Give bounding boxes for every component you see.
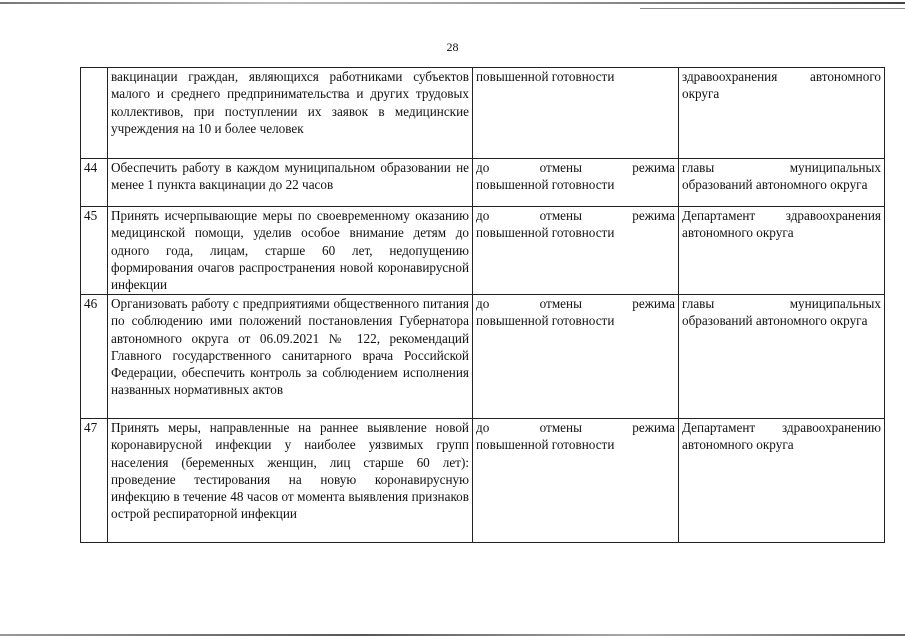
deadline-line-1: до отмены режима (476, 296, 675, 311)
responsible-text: здравоохранения автономного округа (679, 68, 885, 159)
deadline-line-1: до отмены режима (476, 420, 675, 435)
scan-edge-top-secondary (640, 8, 905, 9)
deadline-line-2: повышенной готовности (476, 177, 615, 193)
action-text: Обеспечить работу в каждом муниципальном образовании не менее 1 пункта вакцинации до 22 часов (108, 159, 473, 207)
table-row (81, 295, 885, 419)
deadline-line-2: повышенной готовности (476, 437, 615, 453)
responsible-text: главы муниципальных образований автономного округа (679, 159, 885, 207)
scan-edge-top (0, 2, 905, 4)
table-row (81, 419, 885, 543)
deadline-cell (473, 68, 679, 159)
deadline-line-2: повышенной готовности (476, 313, 615, 329)
row-number (81, 68, 108, 159)
deadline-line-2: повышенной готовности (476, 225, 615, 241)
action-text: Организовать работу с предприятиями общественного питания по соблюдению ими положений постановления Губернатора автономного округа от 06.09.2021 № 122, рекомендаций Главного государственного санитарного врача Российской Федерации, обеспечить контроль за соблюдением исполнения названных нормативных актов (108, 295, 473, 419)
measures-table (80, 67, 885, 543)
row-number: 45 (81, 207, 108, 295)
table-row (81, 68, 885, 159)
action-text: Принять исчерпывающие меры по своевременному оказанию медицинской помощи, уделив особое внимание детям до одного года, лицам, старше 60 лет, недопущению формирования очагов распространения новой коронавирусной инфекции (108, 207, 473, 295)
deadline-cell (473, 295, 679, 419)
action-text: вакцинации граждан, являющихся работниками субъектов малого и среднего предпринимательства и других трудовых коллективов, при поступлении их заявок в медицинские учреждения на 10 и более человек (108, 68, 473, 159)
responsible-text: Департамент здравоохранению автономного округа (679, 419, 885, 543)
table-row (81, 207, 885, 295)
responsible-text: Департамент здравоохранения автономного округа (679, 207, 885, 295)
responsible-text: главы муниципальных образований автономного округа (679, 295, 885, 419)
deadline-line-1: до отмены режима (476, 160, 675, 175)
table-row (81, 159, 885, 207)
page-number: 28 (446, 40, 459, 54)
deadline-cell (473, 207, 679, 295)
row-number: 47 (81, 419, 108, 543)
row-number: 44 (81, 159, 108, 207)
deadline-cell (473, 159, 679, 207)
deadline-line-1: до отмены режима (476, 208, 675, 223)
deadline-line-2: повышенной готовности (476, 69, 615, 84)
scan-edge-bottom (0, 634, 905, 636)
deadline-cell (473, 419, 679, 543)
action-text: Принять меры, направленные на раннее выявление новой коронавирусной инфекции у наиболее уязвимых групп населения (беременных женщин, лиц старше 60 лет): проведение тестирования на новую коронавирусную инфекцию в течение 48 часов от момента выявления признаков острой респираторной инфекции (108, 419, 473, 543)
row-number: 46 (81, 295, 108, 419)
